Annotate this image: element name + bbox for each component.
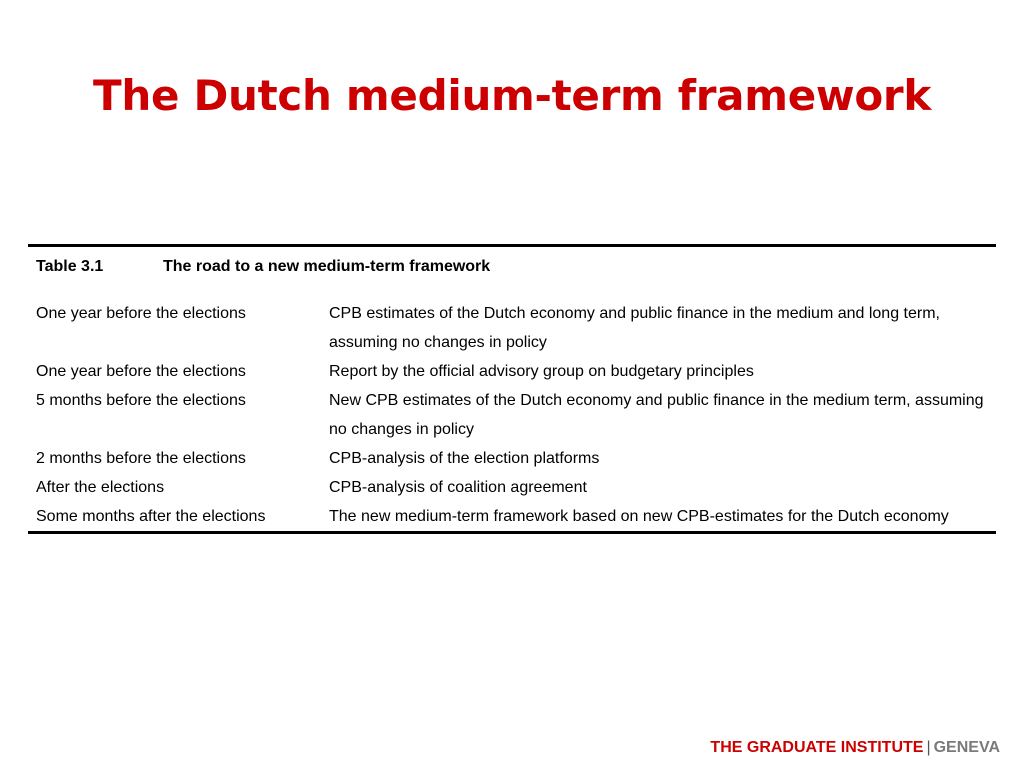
table-rows	[28, 299, 996, 531]
table-row	[28, 386, 996, 444]
row-activity: CPB-analysis of the election platforms	[329, 450, 600, 467]
row-activity: CPB-analysis of coalition agreement	[329, 479, 587, 496]
row-timing: 5 months before the elections	[36, 392, 246, 409]
row-timing: Some months after the elections	[36, 508, 266, 525]
row-activity: CPB estimates of the Dutch economy and public finance in the medium and long term, assuming no changes in policy	[329, 305, 940, 351]
framework-table	[28, 244, 996, 534]
row-activity: New CPB estimates of the Dutch economy and public finance in the medium term, assuming no changes in policy	[329, 392, 984, 438]
table-number: Table 3.1	[36, 258, 104, 275]
institute-logo	[710, 737, 1000, 759]
table-caption	[28, 247, 996, 299]
row-activity: The new medium-term framework based on new CPB-estimates for the Dutch economy	[329, 508, 949, 525]
brand-city: GENEVA	[933, 739, 1000, 756]
slide-title: The Dutch medium-term framework	[93, 71, 931, 120]
row-activity: Report by the official advisory group on budgetary principles	[329, 363, 754, 380]
table-caption-text: The road to a new medium-term framework	[163, 258, 491, 275]
table-row	[28, 357, 996, 386]
table-row	[28, 473, 996, 502]
row-timing: One year before the elections	[36, 363, 246, 380]
brand-separator: |	[926, 739, 931, 756]
table-row	[28, 444, 996, 473]
table-row	[28, 502, 996, 531]
row-timing: 2 months before the elections	[36, 450, 246, 467]
row-timing: One year before the elections	[36, 305, 246, 322]
brand-name: THE GRADUATE INSTITUTE	[710, 739, 924, 756]
row-timing: After the elections	[36, 479, 165, 496]
table-row	[28, 299, 996, 357]
